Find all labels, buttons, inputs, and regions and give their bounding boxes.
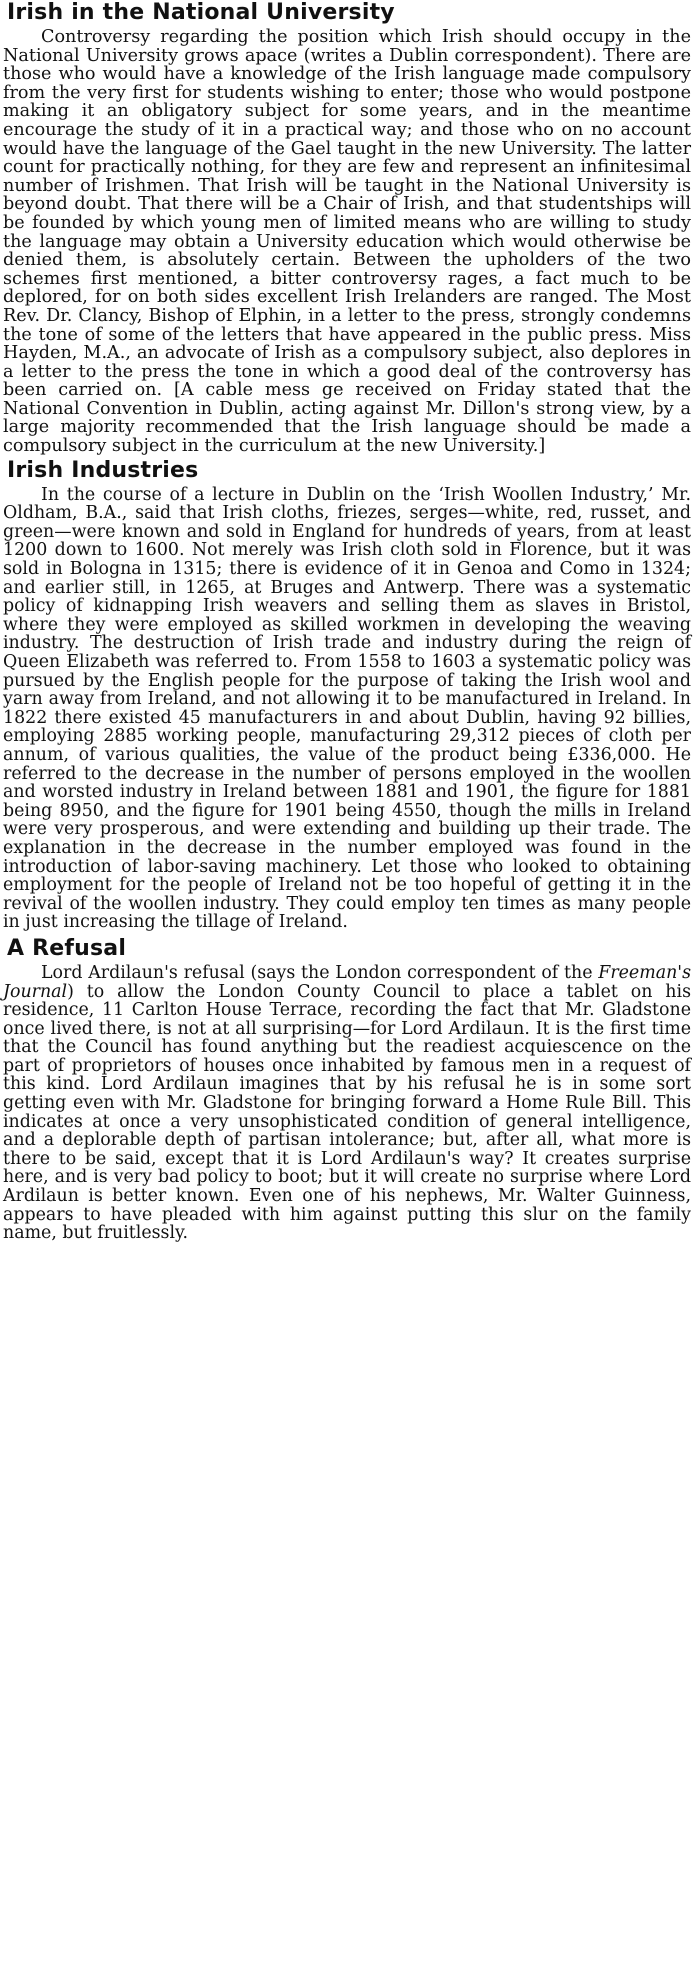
article-a-refusal	[3, 936, 691, 1243]
article-headline: A Refusal	[7, 935, 127, 961]
article-irish-in-the-national-university	[3, 0, 691, 456]
article-body-part: ) to allow the London County Council to place a tablet on his residence, 11 Carlton House Terrace, recording the fact that Mr. Gladstone once lived there, is not at all surprising—for Lord Ardilaun. It is the first time that the Council has found anything but the readiest acquiescence on the part of proprietors of houses once inhabited by famous men in a request of this kind. Lord Ardilaun imagines that by his refusal he is in some sort getting even with Mr. Gladstone for bringing forward a Home Rule Bill. This indicates at once a very unsophisticated condition of general intelligence, and a deplorable depth of partisan intolerance; but, after all, what more is there to be said, except that it is Lord Ardilaun's way? It creates surprise here, and is very bad policy to boot; but it will create no surprise where Lord Ardilaun is better known. Even one of his nephews, Mr. Walter Guinness, appears to have pleaded with him against putting this slur on the family name, but fruitlessly.	[3, 981, 691, 1244]
article-body: In the course of a lecture in Dublin on the ‘Irish Woollen Industry,’ Mr. Oldham, B.A., said that Irish cloths, friezes, serges—white, red, russet, and green—were known and sold in England for hundreds of years, from at least 1200 down to 1600. Not merely was Irish cloth sold in Florence, but it was sold in Bologna in 1315; there is evidence of it in Genoa and Como in 1324; and earlier still, in 1265, at Bruges and Antwerp. There was a systematic policy of kidnapping Irish weavers and selling them as slaves in Bristol, where they were employed as skilled workmen in developing the weaving industry. The destruction of Irish trade and industry during the reign of Queen Elizabeth was referred to. From 1558 to 1603 a systematic policy was pursued by the English people for the purpose of taking the Irish wool and yarn away from Ireland, and not allowing it to be manufactured in Ireland. In 1822 there existed 45 manufacturers in and about Dublin, having 92 billies, employing 2885 working people, manufacturing 29,312 pieces of cloth per annum, of various qualities, the value of the product being £336,000. He referred to the decrease in the number of persons employed in the woollen and worsted industry in Ireland between 1881 and 1901, the figure for 1881 being 8950, and the figure for 1901 being 4550, though the mills in Ireland were very prosperous, and were extending and building up their trade. The explanation in the decrease in the number employed was found in the introduction of labor-saving machinery. Let those who looked to obtaining employment for the people of Ireland not be too hopeful of getting it in the revival of the woollen industry. They could employ ten times as many people in just increasing the tillage of Ireland.	[3, 484, 691, 933]
article-headline: Irish in the National University	[7, 0, 395, 25]
article-body	[3, 964, 691, 1243]
article-body-part: Lord Ardilaun's refusal (says the London correspondent of the	[41, 962, 599, 983]
publication-title: Freeman's Journal	[3, 962, 691, 1002]
article-irish-industries	[3, 458, 691, 932]
newspaper-page	[3, 0, 691, 1243]
article-body: Controversy regarding the position which Irish should occupy in the National University grows apace (writes a Dublin correspondent). There are those who would have a knowledge of the Irish language made compulsory from the very first for students wishing to enter; those who would postpone making it an obligatory subject for some years, and in the meantime encourage the study of it in a practical way; and those who on no account would have the language of the Gael taught in the new University. The latter count for practically nothing, for they are few and represent an infinitesimal number of Irishmen. That Irish will be taught in the National University is beyond doubt. That there will be a Chair of Irish, and that studentships will be founded by which young men of limited means who are willing to study the language may obtain a University education which would otherwise be denied them, is absolutely certain. Between the upholders of the two schemes first mentioned, a bitter controversy rages, a fact much to be deplored, for on both sides excellent Irish Irelanders are ranged. The Most Rev. Dr. Clancy, Bishop of Elphin, in a letter to the press, strongly condemns the tone of some of the letters that have appeared in the public press. Miss Hayden, M.A., an advocate of Irish as a compulsory subject, also deplores in a letter to the press the tone in which a good deal of the controversy has been carried on. [A cable mess ge received on Friday stated that the National Convention in Dublin, acting against Mr. Dillon's strong view, by a large majority recommended that the Irish language should be made a compulsory subject in the curriculum at the new University.]	[3, 27, 691, 457]
article-headline: Irish Industries	[7, 457, 199, 483]
